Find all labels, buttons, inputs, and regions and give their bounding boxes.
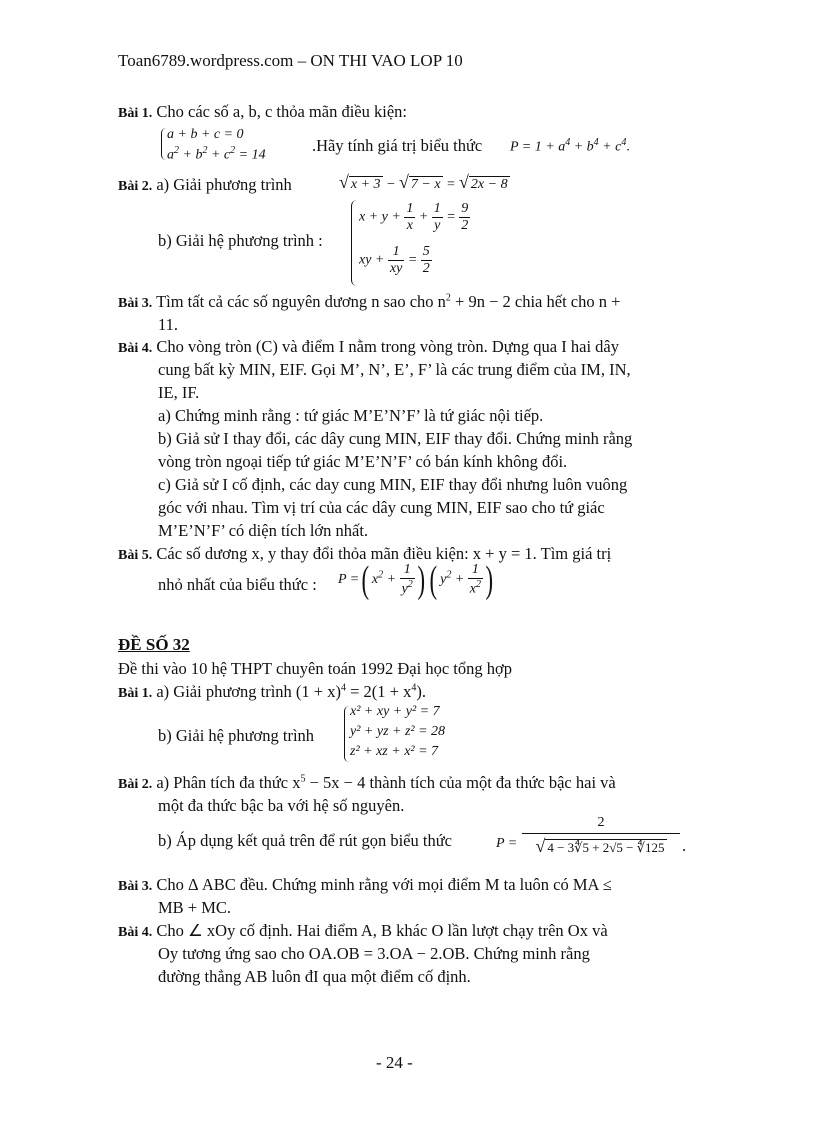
equation: $a^2 + b^2 + c^2 = 14$	[167, 145, 266, 163]
problem-label: Bài 2.	[118, 777, 153, 792]
problem-label: Bài 1.	[118, 106, 153, 121]
equation: z² + xz + x² = 7	[350, 744, 439, 759]
problem-text: b) Giải hệ phương trình :	[158, 231, 323, 250]
system-brace	[161, 128, 166, 160]
equation: x² + xy + y² = 7	[350, 704, 440, 719]
page-number: - 24 -	[376, 1053, 413, 1072]
text-line: đường thẳng AB luôn đI qua một điểm cố định.	[158, 967, 471, 986]
problem-4: Bài 4. Cho ∠ xOy cố định. Hai điểm A, B khác O lần lượt chạy trên Ox và	[118, 921, 608, 940]
problem-1	[118, 102, 407, 122]
page-header: Toan6789.wordpress.com – ON THI VAO LOP 10	[118, 51, 463, 70]
equation: xy + $\frac{1}{xy}$ = $\frac{5}{2}$	[359, 244, 430, 276]
text-line: MB + MC.	[158, 898, 232, 917]
text-line: c) Giả sử I cố định, các day cung MIN, EIF thay đổi nhưng luôn vuông	[158, 475, 628, 494]
problem-5: Bài 5. Các số dương x, y thay đổi thỏa mãn điều kiện: x + y = 1. Tìm giá trị	[118, 544, 612, 563]
equation: x + y + $\frac{1}{x}$ + $\frac{1}{y}$ = $\frac{9}{2}$	[359, 201, 469, 233]
problem-text: Cho các số a, b, c thỏa mãn điều kiện:	[156, 102, 407, 121]
expression: $P = 1 + a^4 + b^4 + c^4$.	[510, 137, 630, 155]
expression-lhs: P =	[496, 836, 518, 851]
problem-2: Bài 2. a) Phân tích đa thức $x^5 - 5x - 4$ thành tích của một đa thức bậc hai và	[118, 773, 616, 792]
problem-label: Bài 4.	[118, 341, 153, 356]
equation: a + b + c = 0	[167, 127, 244, 142]
text-line: vòng tròn ngoại tiếp tứ giác M’E’N’F’ có bán kính không đổi.	[158, 452, 568, 471]
problem-3: Bài 3. Tìm tất cả các số nguyên dương n sao cho $n^2 + 9n - 2$ chia hết cho n +	[118, 292, 621, 311]
punctuation: .	[682, 836, 687, 855]
system-brace	[344, 706, 349, 762]
problem-text: b) Áp dụng kết quả trên để rút gọn biểu thức	[158, 831, 452, 850]
problem-label: Bài 1.	[118, 686, 153, 701]
problem-text: a) Giải phương trình	[156, 175, 292, 194]
problem-text: nhỏ nhất của biểu thức :	[158, 575, 317, 594]
problem-text: 11.	[158, 315, 179, 334]
problem-label: Bài 2.	[118, 179, 153, 194]
equation: y² + yz + z² = 28	[350, 724, 446, 739]
problem-3: Bài 3. Cho Δ ABC đều. Chứng minh rằng với mọi điểm M ta luôn có MA ≤	[118, 875, 612, 894]
problem-label: Bài 3.	[118, 879, 153, 894]
fraction: 2 √ 4 − 3∜5 + 2√5 − ∜125	[522, 815, 680, 857]
problem-label: Bài 3.	[118, 296, 153, 311]
problem-text: .Hãy tính giá trị biểu thức	[312, 136, 483, 155]
text-line: IE, IF.	[158, 383, 200, 402]
problem-label: Bài 4.	[118, 925, 153, 940]
text-line: cung bất kỳ MIN, EIF. Gọi M’, N’, E’, F’ là các trung điểm của IM, IN,	[158, 360, 631, 379]
equation: √ x + 3 − √ 7 − x = √ 2x − 8	[339, 172, 508, 192]
text-line: góc với nhau. Tìm vị trí của các dây cung MIN, EIF sao cho tứ giác	[158, 498, 605, 517]
text-line: M’E’N’F’ có diện tích lớn nhất.	[158, 521, 369, 540]
text-line: a) Chứng minh rằng : tứ giác M’E’N’F’ là tứ giác nội tiếp.	[158, 406, 544, 425]
problem-2	[118, 175, 292, 195]
problem-text: b) Giải hệ phương trình	[158, 726, 315, 745]
text-line: Oy tương ứng sao cho OA.OB = 3.OA − 2.OB. Chứng minh rằng	[158, 944, 590, 963]
problem-label: Bài 5.	[118, 548, 153, 563]
section-heading: ĐỀ SỐ 32	[118, 635, 190, 654]
text-line: một đa thức bậc ba với hệ số nguyên.	[158, 796, 405, 815]
problem-1: Bài 1. a) Giải phương trình $(1 + x)^4 = 2(1 + x^4)$.	[118, 682, 426, 701]
system-brace	[351, 200, 358, 286]
text-line: b) Giả sử I thay đổi, các dây cung MIN, EIF thay đổi. Chứng minh rằng	[158, 429, 633, 448]
section-subtitle: Đề thi vào 10 hệ THPT chuyên toán 1992 Đại học tổng hợp	[118, 659, 512, 678]
problem-4: Bài 4. Cho vòng tròn (C) và điểm I nằm trong vòng tròn. Dựng qua I hai dây	[118, 337, 619, 356]
expression: P =( $x^2$ + $\frac{1}{y^2}$ ) ( $y^2$ + $\frac{1}{x^2}$ )	[338, 559, 494, 601]
